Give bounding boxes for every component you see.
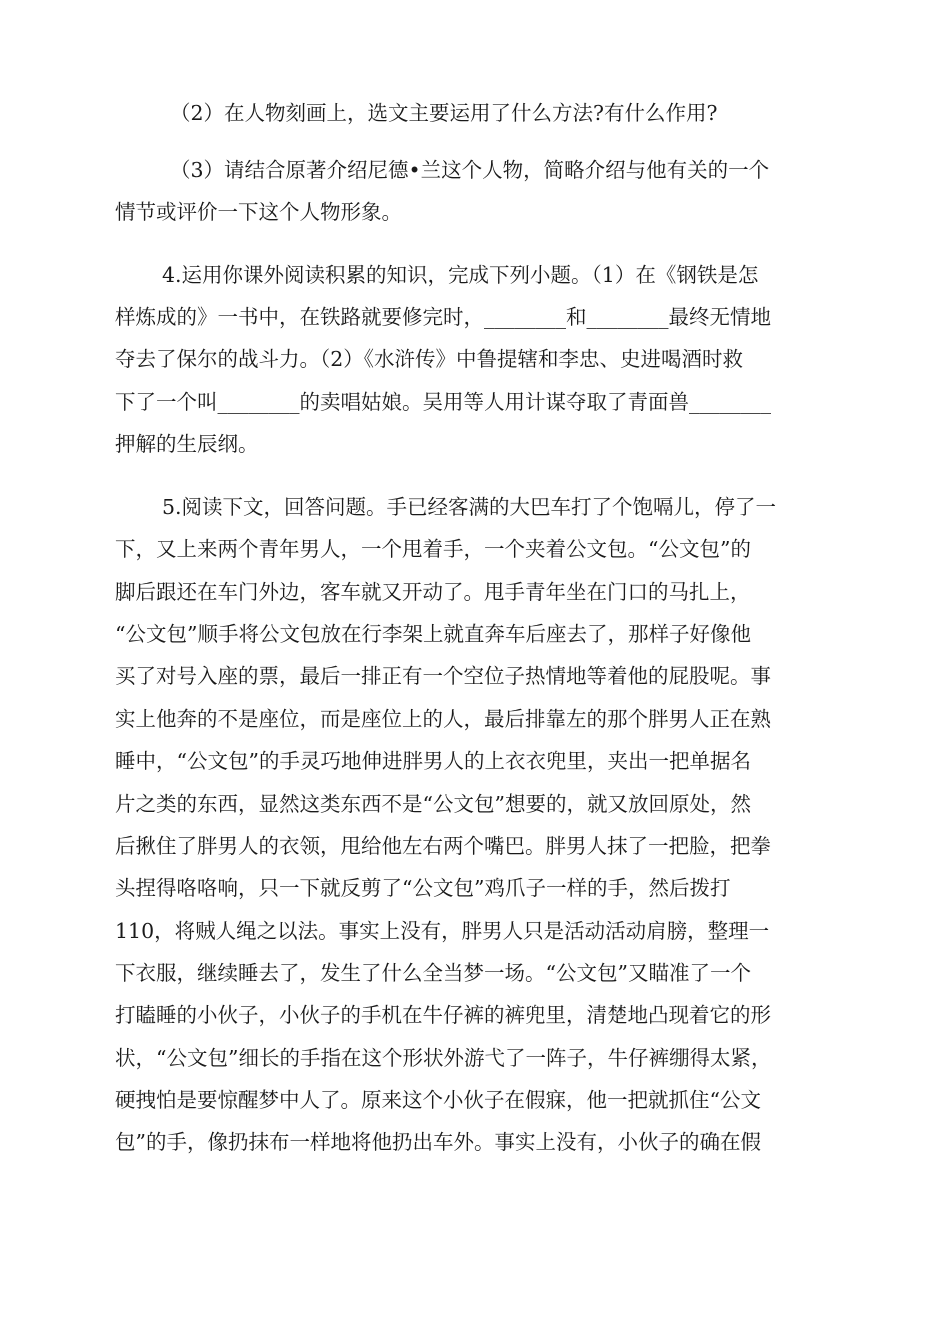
question-2-3-line-2: 情节或评价一下这个人物形象。 — [115, 200, 402, 224]
question-5-line-6: 实上他奔的不是座位，而是座位上的人，最后排靠左的那个胖男人正在熟 — [115, 707, 771, 731]
question-2-3-line-1: （3）请结合原著介绍尼德•兰这个人物，简略介绍与他有关的一个 — [170, 158, 770, 182]
question-4-line-1: 4.运用你课外阅读积累的知识，完成下列小题。（1）在《钢铁是怎 — [162, 263, 759, 287]
question-5-line-2: 下，又上来两个青年男人，一个甩着手，一个夹着公文包。“公文包”的 — [115, 537, 751, 561]
question-5-line-10: 头捏得咯咯响，只一下就反剪了“公文包”鸡爪子一样的手，然后拨打 — [115, 876, 731, 900]
question-5-line-1: 5.阅读下文，回答问题。手已经客满的大巴车打了个饱嗝儿，停了一 — [162, 495, 777, 519]
question-4-line-5: 押解的生辰纲。 — [115, 432, 259, 456]
question-5-line-7: 睡中，“公文包”的手灵巧地伸进胖男人的上衣衣兜里，夹出一把单据名 — [115, 749, 751, 773]
question-5-line-13: 打瞌睡的小伙子，小伙子的手机在牛仔裤的裤兜里，清楚地凸现着它的形 — [115, 1003, 771, 1027]
question-4-line-3: 夺去了保尔的战斗力。（2）《水浒传》中鲁提辖和李忠、史进喝酒时救 — [115, 347, 744, 371]
question-5-line-15: 硬拽怕是要惊醒梦中人了。原来这个小伙子在假寐，他一把就抓住“公文 — [115, 1088, 761, 1112]
question-4-line-4: 下了一个叫________的卖唱姑娘。吴用等人用计谋夺取了青面兽________ — [115, 390, 771, 414]
question-5-line-11: 110，将贼人绳之以法。事实上没有，胖男人只是活动活动肩膀，整理一 — [115, 919, 770, 943]
question-5-line-16: 包”的手，像扔抹布一样地将他扔出车外。事实上没有，小伙子的确在假 — [115, 1130, 761, 1154]
question-5-line-8: 片之类的东西，显然这类东西不是“公文包”想要的，就又放回原处，然 — [115, 792, 751, 816]
question-5-line-3: 脚后跟还在车门外边，客车就又开动了。甩手青年坐在门口的马扎上， — [115, 580, 751, 604]
question-5-line-9: 后揪住了胖男人的衣领，甩给他左右两个嘴巴。胖男人抹了一把脸，把拳 — [115, 834, 771, 858]
question-4-line-2: 样炼成的》一书中，在铁路就要修完时，________和________最终无情地 — [115, 305, 771, 329]
question-5-line-12: 下衣服，继续睡去了，发生了什么全当梦一场。“公文包”又瞄准了一个 — [115, 961, 751, 985]
question-5-line-5: 买了对号入座的票，最后一排正有一个空位子热情地等着他的屁股呢。事 — [115, 664, 771, 688]
question-2-2: （2）在人物刻画上，选文主要运用了什么方法?有什么作用? — [170, 101, 718, 125]
question-5-line-4: “公文包”顺手将公文包放在行李架上就直奔车后座去了，那样子好像他 — [115, 622, 751, 646]
question-5-line-14: 状，“公文包”细长的手指在这个形状外游弋了一阵子，牛仔裤绷得太紧， — [115, 1046, 772, 1070]
